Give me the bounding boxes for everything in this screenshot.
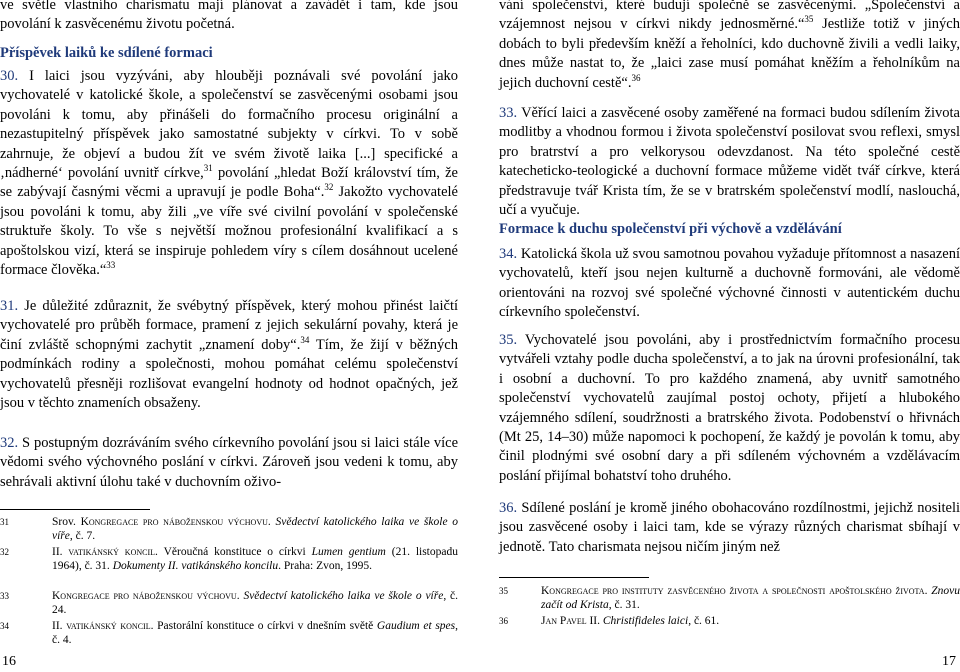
footnote-mark: 31 — [0, 517, 9, 527]
footnote-ref-31: 31 — [203, 163, 213, 174]
footnote-rest: (21. listopadu 1964), č. 31. — [52, 546, 458, 573]
paragraph-34-text: Katolická škola už svou samotnou povahou vyžaduje přítomnost a nasazení vychovatelů, kteří jsou nejen kulturně a duchovně formováni, ale vědomě orientováni na rozvoj své společné výchovné činnosti v autentickém duchu církevního společenství. — [499, 246, 960, 321]
footnote-35 — [499, 584, 960, 612]
footnote-title: Lumen gentium — [311, 546, 386, 558]
right-footnote-rule — [499, 577, 649, 578]
paragraph-30 — [0, 67, 458, 280]
footnote-title: Svědectví katolického laika ve škole o víře — [243, 590, 444, 602]
right-top-continuation — [499, 0, 960, 93]
left-footnote-rule — [0, 509, 150, 510]
footnote-rest: , č. 24. — [52, 590, 459, 617]
footnote-body — [52, 589, 458, 617]
paragraph-number-36: 36. — [499, 500, 518, 516]
footnote-mark: 34 — [0, 621, 9, 631]
paragraph-30-text-c: Jakožto vychovatelé jsou povoláni k tomu, aby žili „ve víře své civilní povolání v společenské struktuře školy. To vše s největší možnou profesionální kvalifikací a s apoštolskou vizí, která se inspiruje pohledem víry s cílem dosáhnout ucelené formace člověka.“ — [0, 184, 458, 279]
footnote-33 — [0, 589, 458, 617]
footnote-ref-33: 33 — [106, 260, 116, 271]
footnote-title: Znovu začít od Krista — [541, 585, 960, 612]
section-heading-laity-contribution: Příspěvek laiků ke sdílené formaci — [0, 45, 213, 61]
paragraph-number-30: 30. — [0, 68, 19, 84]
paragraph-32-text: S postupným dozráváním svého církevního povolání jsou si laici stále více vědomi svého výchovného poslání v církvi. Zároveň jsou vedeni k tomu, aby sehrávali aktivní úlohu také v duchovním oživo- — [0, 435, 459, 490]
footnote-body — [541, 614, 960, 628]
footnote-sep: . — [924, 585, 932, 597]
paragraph-35-text: Vychovatelé jsou povoláni, aby i prostřednictvím formačního procesu vytvářeli vztahy podle ducha společenství, a to jak na úrovni profesionální, tak i osobní a duchovní. To pro každého znamená, aby uvnitř samotného společenství vychovatelů zaujímal postoj ochoty, přijetí a hlubokého vzájemného sdílení, soudržnosti a bratrského života. Podobenství o hřivnách (Mt 25, 14–30) může napomoci k pochopení, že každý je povolán k tomu, aby činil plodnými své osobní dary a při sdíleném výchovném a vzdělávacím poslání přijímal bohatství toho druhého. — [499, 332, 960, 484]
footnote-sep: . — [267, 516, 276, 528]
footnote-mark: 36 — [499, 616, 508, 626]
left-top-continuation: ve světle vlastního charismatu mají plánovat a zavádět i tam, kde jsou povolání k zasvěcenému životu početná. — [0, 0, 458, 33]
footnote-32 — [0, 545, 458, 573]
paragraph-36-text: Sdílené poslání je kromě jiného obohacováno rozdílnostmi, jejichž nositeli jsou zasvěcené osoby i laici tam, kde se výrazy různých charismat sbíhají v jednotě. Tato charismata nejsou ničím jiným než — [499, 500, 960, 555]
paragraph-number-33: 33. — [499, 105, 518, 121]
paragraph-35 — [499, 331, 960, 486]
footnote-31 — [0, 515, 458, 543]
footnote-ref-32: 32 — [324, 182, 334, 193]
paragraph-30-text-a: I laici jsou vyzýváni, aby hlouběji poznávali své povolání jako vychovatelé v katolické škole, a společenství se zasvěcenými osobami jsou povoláni k tomu, aby přinášeli do formačního procesu originální a nezastupitelný příspěvek jako samostatné subjekty v církvi. To v sobě zahrnuje, že objeví a budou žít ve svém životě laika [...] specifické a ‚nádherné‘ povolání uvnitř církve, — [0, 68, 459, 182]
footnote-author: Kongregace pro náboženskou výchovu — [52, 590, 237, 602]
footnote-title: Christifideles laici — [602, 615, 689, 627]
footnote-34 — [0, 619, 458, 647]
footnote-mark: 35 — [499, 586, 508, 596]
footnote-sep: . Věroučná konstituce o církvi — [155, 546, 312, 558]
footnote-rest-2: . Praha: Zvon, 1995. — [278, 560, 373, 573]
footnote-ref-36: 36 — [631, 72, 641, 83]
footnote-title: Svědectví katolického laika ve škole o víře — [52, 516, 459, 543]
paragraph-number-35: 35. — [499, 332, 518, 348]
paragraph-31-text-a: Je důležité zdůraznit, že svébytný příspěvek, který mohou přinést laičtí vychovatelé pro průběh formace, pramení z jejich sekulární povahy, která je činí zvláště schopnými zachytit „znamení doby“. — [0, 298, 458, 353]
paragraph-31-text-b: Tím, že žijí v běžných podmínkách rodiny a společnosti, mohou pomáhat celému společenství vychovatelů přesněji rozlišovat evangelní hodnoty od hodnot opačných, jež jsou v těchto znameních obsaženy. — [0, 336, 458, 412]
footnote-lead: Srov. — [52, 516, 81, 528]
section-heading-formation-community: Formace k duchu společenství při výchově a vzdělávání — [499, 221, 842, 237]
paragraph-36 — [499, 499, 960, 557]
footnote-title-2: Dokumenty II. vatikánského koncilu — [112, 560, 279, 573]
footnote-rest: , č. 4. — [52, 620, 459, 647]
footnote-sep: . — [236, 590, 244, 602]
footnote-ref-35: 35 — [804, 14, 814, 25]
paragraph-33-text: Věřící laici a zasvěcené osoby zaměřené na formaci budou sdílením života modlitby a vhodnou formou i života společenství posilovat svou reflexi, smysl pro bratrství a pro velkorysou odevzdanost. Na této společné cestě katecheticko-teologické a duchovní formace můžeme vidět tvář církve, která předstravuje tvář Krista tím, že se v bratrském společenství modlí, naslouchá, učí a vyučuje. — [499, 105, 960, 219]
footnote-body — [541, 584, 960, 612]
footnote-body — [52, 545, 458, 573]
page-number-left: 16 — [2, 654, 16, 669]
paragraph-33 — [499, 104, 960, 220]
footnote-sep: . Pastorální konstituce o církvi v dnešním světě — [150, 620, 377, 632]
footnote-ref-34: 34 — [300, 334, 310, 345]
paragraph-32 — [0, 434, 458, 492]
paragraph-31 — [0, 297, 458, 413]
footnote-sep: . — [597, 615, 603, 627]
right-top-text-a: vání společenství, které budují společně se zasvěcenými. „Společenství a vzájemnost nejsou v církvi nikdy jednosměrné.“ — [499, 0, 960, 33]
footnote-author: II. vatikánský koncil — [52, 620, 151, 632]
footnote-author: Kongregace pro instituty zasvěceného života a společnosti apoštolského života — [541, 585, 925, 597]
paragraph-30-text-b: povolání „hledat Boží království tím, že se zabývají časnými věcmi a upravují je podle Boha“. — [0, 165, 458, 201]
paragraph-number-34: 34. — [499, 246, 518, 262]
paragraph-34 — [499, 245, 960, 323]
footnote-author: Kongregace pro náboženskou výchovu — [80, 516, 268, 528]
footnote-rest: , č. 7. — [69, 530, 96, 543]
footnote-title: Gaudium et spes — [376, 620, 456, 632]
footnote-author: Jan Pavel II — [541, 615, 598, 627]
footnote-rest: , č. 31. — [608, 599, 640, 612]
paragraph-number-31: 31. — [0, 298, 19, 314]
footnote-body — [52, 619, 458, 647]
footnote-mark: 33 — [0, 591, 9, 601]
page-number-right: 17 — [942, 654, 956, 669]
footnote-author: II. vatikánský koncil — [52, 546, 156, 558]
right-top-text-b: Jestliže totiž v jiných dobách to byli především kněží a řeholníci, kdo duchovně živili a vedli laiky, dnes může nastat to, že „laici zase musí pomáhat kněžím a řeholníkům na jejich duchovní cestě“. — [499, 16, 960, 91]
footnote-36 — [499, 614, 960, 628]
footnote-mark: 32 — [0, 547, 9, 557]
footnote-body — [52, 515, 458, 543]
footnote-rest: , č. 61. — [688, 615, 720, 627]
paragraph-number-32: 32. — [0, 435, 19, 451]
